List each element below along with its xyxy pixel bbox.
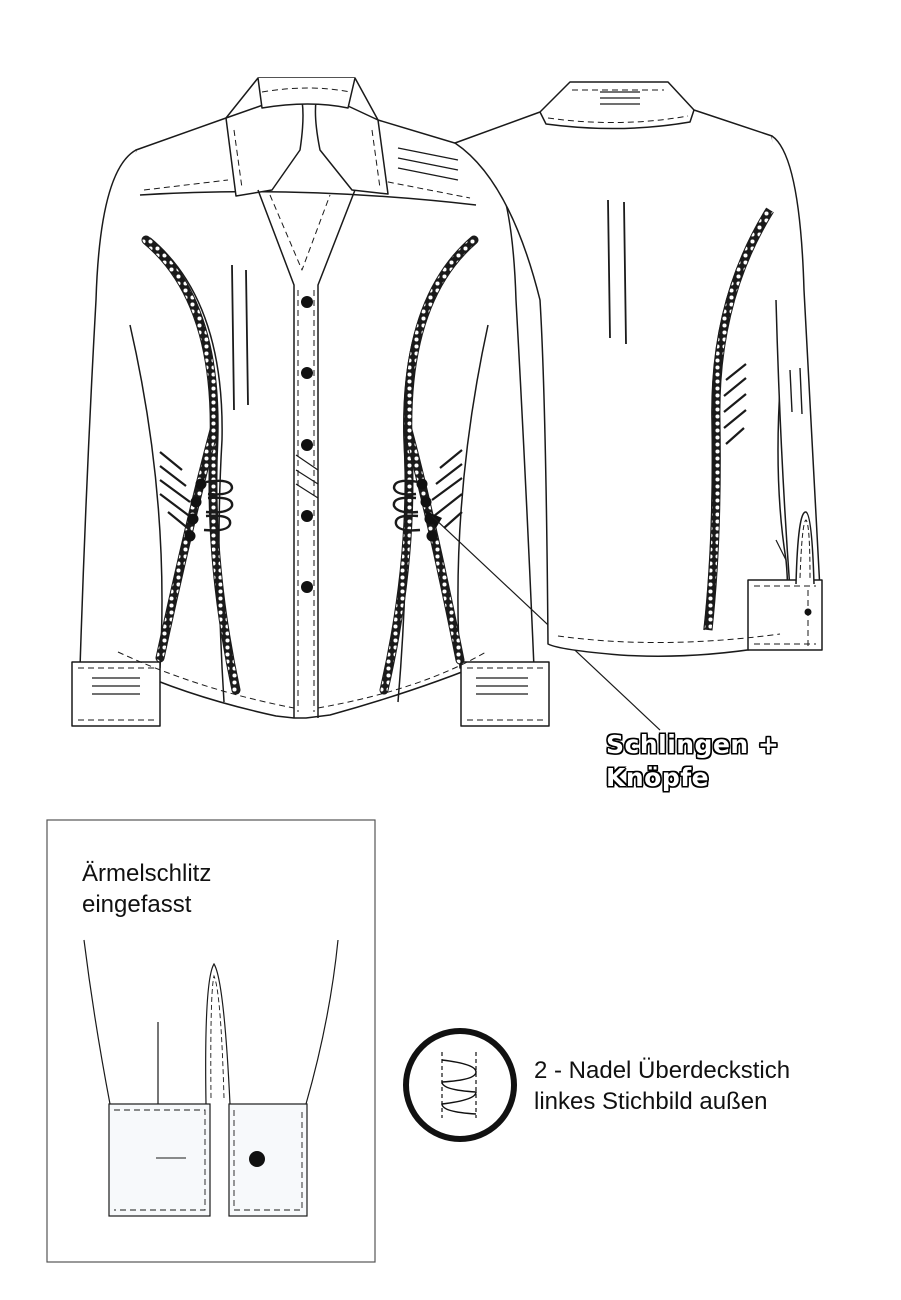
callout-line-1: Schlingen + — [606, 730, 780, 759]
stitch-line-2: linkes Stichbild außen — [534, 1088, 768, 1115]
detail-title-line-2: eingefasst — [82, 891, 192, 918]
sleeve-slit-detail-sketch — [84, 940, 338, 1216]
stitch-line-1: 2 - Nadel Überdeckstich — [534, 1057, 791, 1084]
stitch-description — [534, 1055, 790, 1117]
coverstitch-symbol — [406, 1031, 514, 1139]
detail-title-line-1: Ärmelschlitz — [82, 860, 212, 887]
cuff-button-detail — [249, 1151, 265, 1167]
blouse-front-view — [72, 78, 549, 726]
back-cuff-button — [805, 609, 812, 616]
detail-box-title — [82, 858, 211, 920]
callout-line-2: Knöpfe — [606, 763, 710, 792]
callout-loops-buttons — [606, 728, 779, 794]
